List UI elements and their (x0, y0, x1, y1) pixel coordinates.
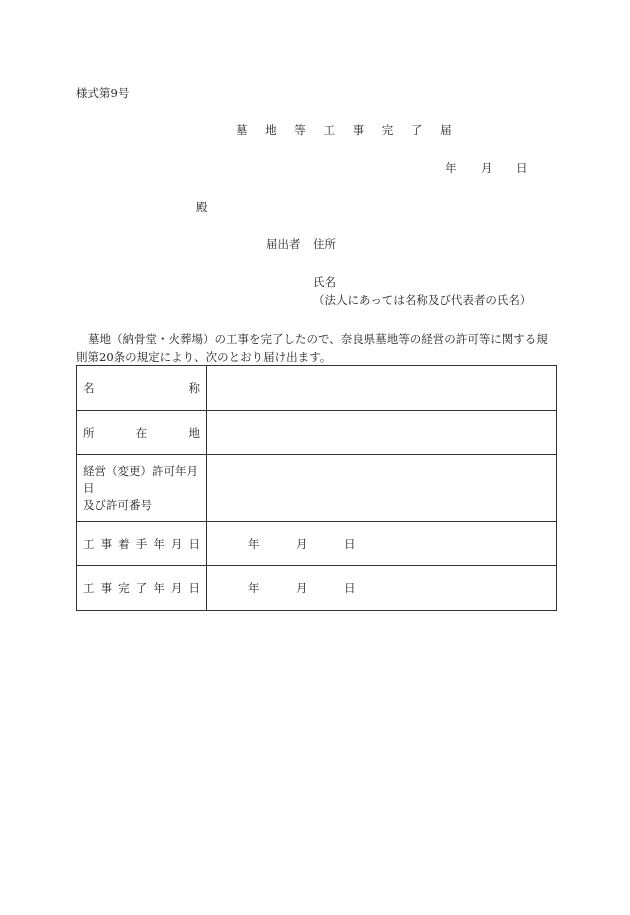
table-row-permit (77, 455, 557, 522)
name-value-cell[interactable] (207, 366, 557, 411)
label-char: 完 (118, 581, 130, 595)
addressee-suffix: 殿 (196, 200, 208, 214)
document-title: 墓 地 等 工 事 完 了 届 (236, 123, 459, 137)
label-char: 工 (83, 536, 95, 551)
label-char: 事 (100, 581, 113, 595)
applicant-label: 届出者 (266, 237, 301, 251)
date-day-unit: 日 (344, 536, 356, 551)
label-char: 所 (83, 425, 95, 440)
address-label: 住所 (313, 237, 336, 251)
label-char: 了 (135, 581, 148, 595)
date-month-unit: 月 (296, 581, 308, 595)
label-char: 手 (135, 536, 148, 551)
intro-text-line2: 則第20条の規定により、次のとおり届け出ます。 (76, 350, 332, 364)
permit-label-line1: 経営（変更）許可年月日 (83, 463, 198, 495)
date-year-label: 年 (445, 161, 457, 175)
label-char: 称 (188, 381, 200, 395)
permit-label-line2: 及び許可番号 (83, 497, 152, 512)
label-char: 名 (83, 381, 95, 395)
date-day-label: 日 (516, 161, 528, 175)
intro-text-line1: 墓地（納骨堂・火葬場）の工事を完了したので、奈良県墓地等の経営の許可等に関する規 (88, 332, 548, 346)
date-month-label: 月 (481, 161, 493, 175)
table-row-end-date (77, 566, 557, 611)
table-row-start-date (77, 522, 557, 566)
name-label: 氏名 (313, 275, 336, 289)
permit-value-cell[interactable] (207, 455, 557, 522)
date-month-unit: 月 (296, 536, 308, 551)
date-year-unit: 年 (248, 581, 260, 595)
permit-label-cell (77, 455, 207, 522)
label-char: 事 (100, 536, 113, 551)
start-date-label-cell (77, 522, 207, 566)
date-year-unit: 年 (248, 536, 260, 551)
label-char: 地 (188, 425, 200, 440)
table-row-location (77, 411, 557, 455)
location-value-cell[interactable] (207, 411, 557, 455)
date-day-unit: 日 (344, 581, 356, 595)
form-table (76, 365, 557, 611)
label-char: 年 (153, 536, 165, 551)
name-note: （法人にあっては名称及び代表者の氏名） (313, 293, 532, 307)
label-char: 工 (83, 581, 95, 595)
table-row-name (77, 366, 557, 411)
label-char: 日 (188, 536, 200, 551)
label-char: 年 (153, 581, 165, 595)
label-char: 月 (170, 536, 183, 551)
start-date-value-cell[interactable] (207, 522, 557, 566)
name-label-cell (77, 366, 207, 411)
end-date-label-cell (77, 566, 207, 611)
label-char: 日 (188, 581, 200, 595)
location-label-cell (77, 411, 207, 455)
label-char: 在 (135, 425, 148, 440)
label-char: 月 (170, 581, 183, 595)
form-number: 様式第9号 (76, 86, 130, 100)
end-date-value-cell[interactable] (207, 566, 557, 611)
label-char: 着 (118, 536, 130, 551)
